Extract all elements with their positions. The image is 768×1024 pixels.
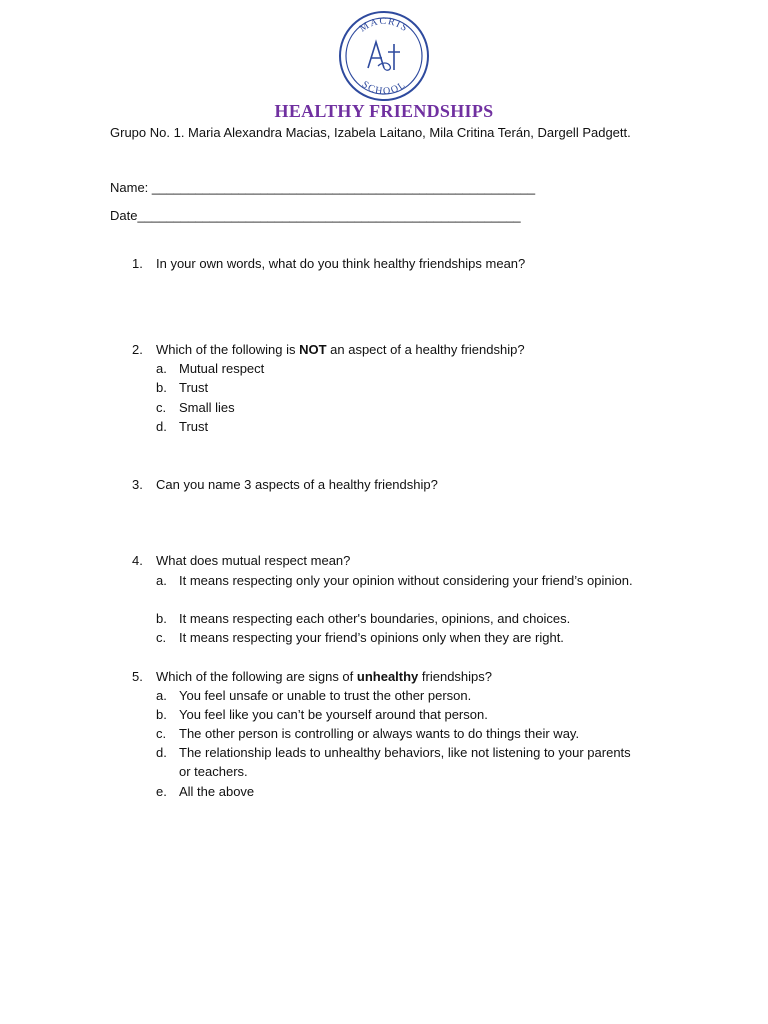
q2-option-d: Trust bbox=[179, 419, 209, 434]
svg-text:MACRIS: MACRIS bbox=[357, 15, 411, 35]
q2-option-letter: d. bbox=[156, 419, 167, 434]
question-4-number: 4. bbox=[132, 553, 143, 568]
q5-option-b: You feel like you can’t be yourself around that person. bbox=[179, 707, 488, 722]
question-2-number: 2. bbox=[132, 342, 143, 357]
q5-option-letter: a. bbox=[156, 688, 167, 703]
q4-option-a: It means respecting only your opinion without considering your friend’s opinion. bbox=[179, 573, 633, 588]
q5-option-d: The relationship leads to unhealthy behaviors, like not listening to your parents or teachers. bbox=[179, 745, 631, 779]
svg-text:SCHOOL: SCHOOL bbox=[359, 79, 409, 98]
date-field bbox=[110, 208, 521, 224]
q5-option-letter: d. bbox=[156, 745, 167, 760]
question-3-number: 3. bbox=[132, 477, 143, 492]
question-5-text: Which of the following are signs of unhealthy friendships? bbox=[156, 669, 493, 684]
q5-option-a: You feel unsafe or unable to trust the other person. bbox=[179, 688, 472, 703]
q4-option-b: It means respecting each other's boundaries, opinions, and choices. bbox=[179, 611, 571, 626]
name-line[interactable]: _____________________________________________________ bbox=[151, 180, 536, 195]
q5-option-c: The other person is controlling or always wants to do things their way. bbox=[179, 726, 580, 741]
question-1-number: 1. bbox=[132, 256, 143, 271]
q4-option-letter: c. bbox=[156, 630, 167, 645]
q2-option-letter: c. bbox=[156, 400, 167, 415]
question-4-text: What does mutual respect mean? bbox=[156, 553, 351, 568]
name-field bbox=[110, 180, 535, 196]
school-seal-icon bbox=[338, 10, 430, 102]
q4-option-letter: a. bbox=[156, 573, 167, 588]
q5-option-letter: b. bbox=[156, 707, 167, 722]
question-1-text: In your own words, what do you think healthy friendships mean? bbox=[156, 256, 526, 271]
name-label: Name: bbox=[110, 180, 149, 195]
q5-option-e: All the above bbox=[179, 784, 255, 799]
page-title: HEALTHY FRIENDSHIPS bbox=[274, 101, 494, 121]
q2-option-letter: a. bbox=[156, 361, 167, 376]
q2-option-a: Mutual respect bbox=[179, 361, 265, 376]
q2-option-b: Trust bbox=[179, 380, 209, 395]
question-5-number: 5. bbox=[132, 669, 143, 684]
q2-option-c: Small lies bbox=[179, 400, 235, 415]
question-2-text: Which of the following is NOT an aspect of a healthy friendship? bbox=[156, 342, 525, 357]
date-label: Date bbox=[110, 208, 138, 223]
q5-option-letter: c. bbox=[156, 726, 167, 741]
q4-option-letter: b. bbox=[156, 611, 167, 626]
date-line[interactable]: _____________________________________________________ bbox=[137, 208, 521, 223]
group-members: Grupo No. 1. Maria Alexandra Macias, Izabela Laitano, Mila Critina Terán, Dargell Padgett. bbox=[110, 125, 631, 140]
q4-option-c: It means respecting your friend’s opinions only when they are right. bbox=[179, 630, 564, 645]
question-3-text: Can you name 3 aspects of a healthy friendship? bbox=[156, 477, 438, 492]
school-logo bbox=[338, 10, 430, 102]
q2-option-letter: b. bbox=[156, 380, 167, 395]
q5-option-letter: e. bbox=[156, 784, 167, 799]
